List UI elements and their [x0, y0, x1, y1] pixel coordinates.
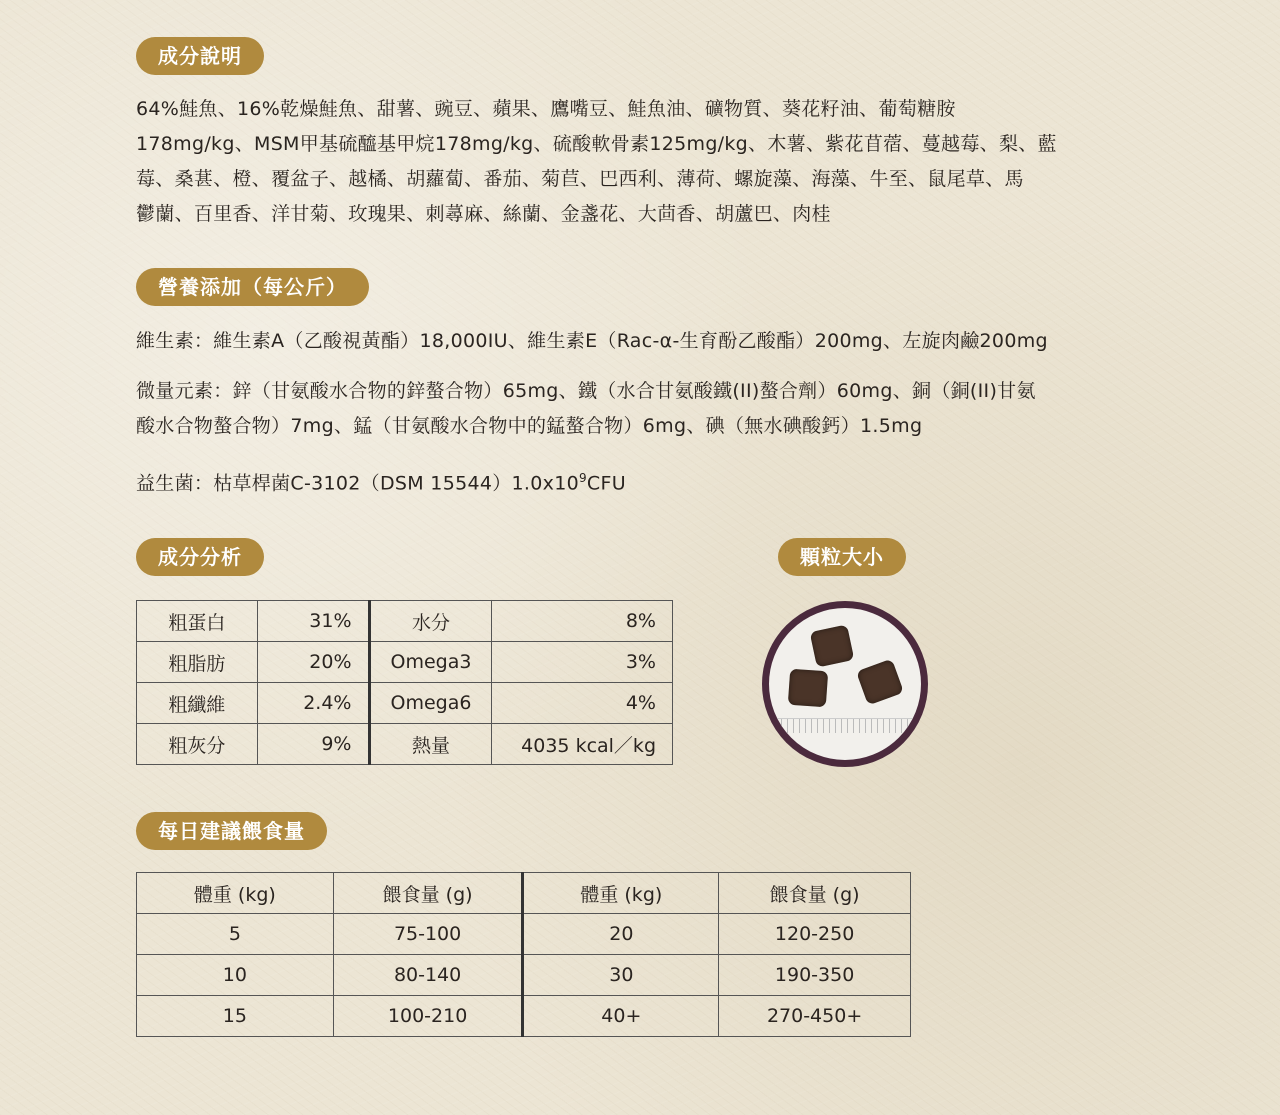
feeding-cell: 5 — [137, 914, 334, 955]
feeding-cell: 15 — [137, 996, 334, 1037]
feeding-cell: 40+ — [523, 996, 719, 1037]
additives-title: 營養添加（每公斤） — [136, 268, 369, 306]
kibble-piece — [810, 624, 855, 667]
feeding-header: 餵食量 (g) — [333, 873, 523, 914]
probiotic-text — [136, 461, 1156, 501]
analysis-label: 粗灰分 — [137, 724, 258, 765]
feeding-table — [136, 872, 911, 1037]
feeding-cell: 120-250 — [719, 914, 911, 955]
ingredients-title: 成分說明 — [136, 37, 264, 75]
analysis-row — [137, 683, 673, 724]
ingredients-text: 64%鮭魚、16%乾燥鮭魚、甜薯、豌豆、蘋果、鷹嘴豆、鮭魚油、礦物質、葵花籽油、葡萄糖胺 178mg/kg、MSM甲基硫醯基甲烷178mg/kg、硫酸軟骨素125mg/kg、木薯、紫花苜蓿、蔓越莓、梨、藍 莓、桑葚、橙、覆盆子、越橘、胡蘿蔔、番茄、菊苣、巴西利、薄荷、螺旋藻、海藻、牛至、鼠尾草、馬 鬱蘭、百里香、洋甘菊、玫瑰果、刺蕁麻、絲蘭、金盞花、大茴香、胡蘆巴、肉桂 — [136, 98, 1057, 225]
analysis-label: 熱量 — [369, 724, 492, 765]
feeding-cell: 75-100 — [333, 914, 523, 955]
feeding-cell: 100-210 — [333, 996, 523, 1037]
analysis-value: 9% — [257, 724, 369, 765]
feeding-cell: 10 — [137, 955, 334, 996]
probiotic-prefix: 益生菌：枯草桿菌C-3102（DSM 15544）1.0x10 — [136, 472, 579, 495]
probiotic-suffix: CFU — [586, 472, 626, 495]
analysis-value: 31% — [257, 601, 369, 642]
vitamins-text: 維生素：維生素A（乙酸視黃酯）18,000IU、維生素E（Rac-α-生育酚乙酸酯）200mg、左旋肉鹼200mg — [136, 330, 1048, 352]
feeding-row — [137, 996, 911, 1037]
kibble-photo — [762, 601, 928, 767]
kibble-piece — [788, 669, 828, 708]
analysis-label: 粗蛋白 — [137, 601, 258, 642]
analysis-label: 粗脂肪 — [137, 642, 258, 683]
feeding-cell: 80-140 — [333, 955, 523, 996]
analysis-label: 水分 — [369, 601, 492, 642]
feeding-cell: 30 — [523, 955, 719, 996]
trace-elements-text: 微量元素：鋅（甘氨酸水合物的鋅螯合物）65mg、鐵（水合甘氨酸鐵(II)螯合劑）60mg、銅（銅(II)甘氨 酸水合物螯合物）7mg、錳（甘氨酸水合物中的錳螯合物）6mg、碘（無水碘酸鈣）1.5mg — [136, 380, 1036, 437]
analysis-value: 3% — [492, 642, 673, 683]
feeding-title: 每日建議餵食量 — [136, 812, 327, 850]
analysis-row — [137, 724, 673, 765]
ruler-icon — [769, 718, 921, 733]
feeding-cell: 20 — [523, 914, 719, 955]
analysis-table — [136, 600, 673, 765]
analysis-value: 8% — [492, 601, 673, 642]
analysis-value: 4% — [492, 683, 673, 724]
kibble-piece — [856, 659, 904, 706]
analysis-label: 粗纖維 — [137, 683, 258, 724]
analysis-label: Omega6 — [369, 683, 492, 724]
feeding-cell: 190-350 — [719, 955, 911, 996]
analysis-label: Omega3 — [369, 642, 492, 683]
feeding-row — [137, 955, 911, 996]
analysis-row — [137, 642, 673, 683]
feeding-cell: 270-450+ — [719, 996, 911, 1037]
feeding-header: 體重 (kg) — [137, 873, 334, 914]
analysis-value: 4035 kcal／kg — [492, 724, 673, 765]
feeding-header: 餵食量 (g) — [719, 873, 911, 914]
analysis-title: 成分分析 — [136, 538, 264, 576]
kibble-title: 顆粒大小 — [778, 538, 906, 576]
feeding-header: 體重 (kg) — [523, 873, 719, 914]
feeding-row — [137, 914, 911, 955]
analysis-value: 20% — [257, 642, 369, 683]
analysis-value: 2.4% — [257, 683, 369, 724]
probiotic-exponent: 9 — [578, 471, 587, 485]
analysis-row — [137, 601, 673, 642]
